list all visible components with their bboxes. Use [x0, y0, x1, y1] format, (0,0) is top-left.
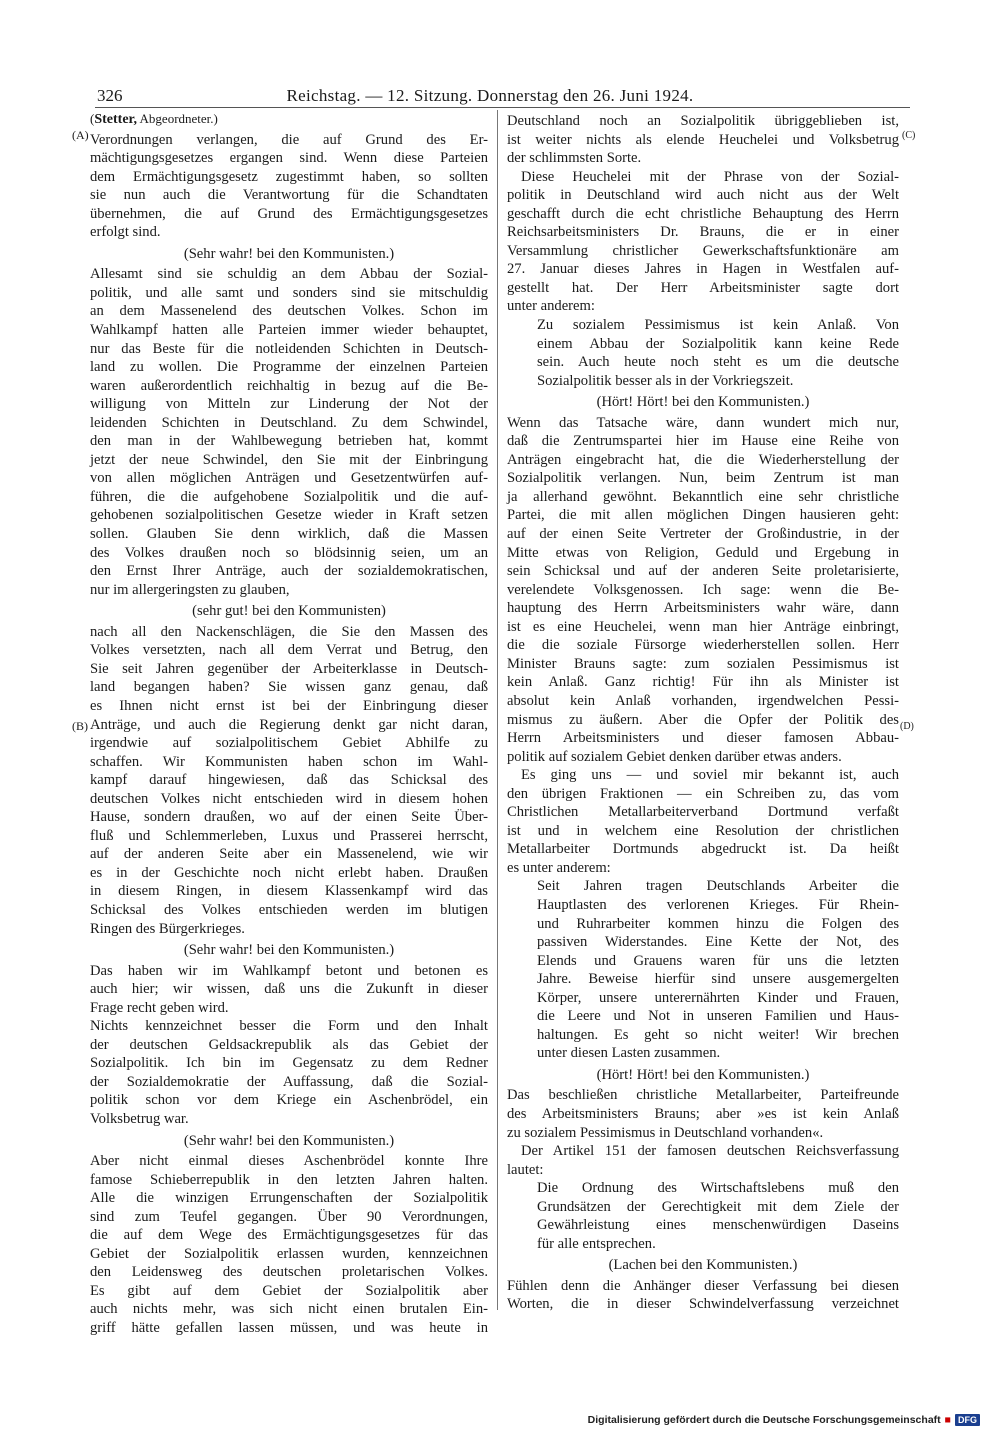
text-line: Das haben wir im Wahlkampf betont und betonen es: [90, 962, 488, 979]
text-line: es unter anderem:: [507, 859, 611, 876]
paragraph: [90, 265, 488, 599]
text-line: land begangen haben? Sie wissen ganz genau, daß: [90, 679, 488, 696]
left-column-text: [90, 131, 488, 1338]
paragraph: [90, 131, 488, 242]
paragraph: [90, 962, 488, 1018]
text-line: von allen möglichen Anträgen und Gesetzentwürfen auf-: [90, 470, 488, 487]
text-line: Anträgen eingebracht hat, die die Wiederherstellung der: [507, 451, 899, 468]
text-line: sind zum Teufel gegangen. Über 90 Verordnungen,: [90, 1208, 488, 1225]
text-line: Hauptlasten des verlorenen Krieges. Für Rhein-: [537, 896, 899, 913]
text-line: deutschen Volkes nicht entschieden wird in diesem hohen: [90, 790, 488, 807]
footer-credit: [588, 1414, 980, 1426]
text-line: Allesamt sind sie schuldig an dem Abbau der Sozial-: [90, 266, 488, 283]
text-line: Worten, die in dieser Schwindelverfassung verzeichnet: [507, 1296, 899, 1313]
text-line: des Volkes draußen noch so blödsinnig seien, um an: [90, 544, 488, 561]
text-line: in diesem Ringen, in diesem Klassenkampf wird das: [90, 883, 488, 900]
text-line: Gebiet der Sozialpolitik erlassen wurden, kennzeichnen: [90, 1245, 488, 1262]
text-line: Ringen des Bürgerkrieges.: [90, 920, 245, 937]
text-line: Verordnungen verlangen, die auf Grund des Er-: [90, 131, 488, 148]
paragraph: [90, 1017, 488, 1128]
text-line: sein. Auch heute noch steht es um die deutsche: [537, 354, 899, 371]
block-quote: [507, 316, 899, 390]
dfg-logo: DFG: [955, 1414, 980, 1426]
text-line: politik in Deutschland wird auch nicht aus der Welt: [507, 187, 899, 204]
text-line: unter diesen Lasten zusammen.: [537, 1045, 721, 1062]
interjection: (Sehr wahr! bei den Kommunisten.): [183, 245, 395, 262]
bullet-icon: ■: [944, 1414, 951, 1426]
text-line: für alle entsprechen.: [537, 1235, 656, 1252]
text-line: Minister Brauns sagte: zum sozialen Pessimismus ist: [507, 655, 899, 672]
text-line: famose Schieberrepublik in den letzten Jahren halten.: [90, 1171, 488, 1188]
text-line: Fühlen denn die Anhänger dieser Verfassung bei diesen: [507, 1277, 899, 1294]
text-line: Zu sozialem Pessimismus ist kein Anlaß. Von: [537, 317, 899, 334]
text-line: Volkes versetzten, nach all dem Verrat und Betrug, den: [90, 642, 488, 659]
text-line: politik schon vor dem Kriege ein Aschenbrödel, ein: [90, 1092, 488, 1109]
text-line: die die soziale Fürsorge wiederherstellen sollen. Herr: [507, 637, 899, 654]
text-line: hauptung des Herrn Arbeitsministers wahr wäre, dann: [507, 600, 899, 617]
header-rule: [95, 107, 910, 108]
text-line: kein Anlaß. Ganz richtig! Für ihn als Minister ist: [507, 674, 899, 691]
text-line: Es ging uns — und soviel mir bekannt ist, auch: [521, 767, 899, 784]
text-line: auf der anderen Seite aber ein Massenelend, wie wir: [90, 846, 488, 863]
left-column: [90, 110, 488, 1338]
text-line: auch hier; wir wissen, daß uns die Zukunft in dieser: [90, 981, 488, 998]
paragraph: [507, 414, 899, 766]
text-line: Wahlkampf hatten alle Parteien immer wieder behauptet,: [90, 322, 488, 339]
text-line: fluß und Schlemmerleben, Luxus und Prasserei herrscht,: [90, 827, 488, 844]
text-line: es in der Geschichte noch nicht erlebt haben. Draußen: [90, 864, 488, 881]
text-line: willigung von Mitteln zur Linderung der Not der: [90, 396, 488, 413]
text-line: an dem Massenelend des deutschen Volkes. Schon im: [90, 303, 488, 320]
text-line: den man in der Wahlbewegung betrieben hat, kommt: [90, 433, 488, 450]
text-line: Jahre. Beweise hierfür sind unsere ausgemergelten: [537, 971, 899, 988]
paragraph: [507, 1086, 899, 1142]
text-line: Der Artikel 151 der famosen deutschen Reichsverfassung: [521, 1143, 899, 1160]
paren: (: [90, 111, 95, 126]
speaker-line: [90, 110, 488, 130]
text-line: nur das Beste für die notleidenden Schichten in Deutsch-: [90, 340, 488, 357]
text-line: Versammlung christlicher Gewerkschaftsfunktionäre am: [507, 242, 899, 259]
text-line: Körper, unsere unterernährten Kinder und Frauen,: [537, 989, 899, 1006]
text-line: es Ihnen nicht ernst ist bei der Einbringung dieser: [90, 697, 488, 714]
interjection: (sehr gut! bei den Kommunisten): [192, 603, 386, 620]
text-line: nur im allergeringsten zu glauben,: [90, 581, 290, 598]
text-line: und Ruhrarbeiter kommen hinzu die Folgen des: [537, 915, 899, 932]
text-line: Wenn das Tatsache wäre, dann wundert mich nur,: [507, 414, 899, 431]
paragraph: [507, 1142, 899, 1179]
text-line: gehobenen sozialpolitischen Gesetze wieder in Kraft setzen: [90, 507, 488, 524]
interjection: (Sehr wahr! bei den Kommunisten.): [183, 942, 395, 959]
text-line: den Leidensweg des deutschen proletarischen Volkes.: [90, 1264, 488, 1281]
text-line: mismus zu äußern. Aber die Opfer der Politik des: [507, 711, 899, 728]
text-line: Anträge, und auch die Regierung denkt gar nicht daran,: [90, 716, 488, 733]
text-line: einem Abbau der Sozialpolitik kann keine Rede: [537, 335, 899, 352]
text-line: Das beschließen christliche Metallarbeiter, Parteifreunde: [507, 1087, 899, 1104]
text-line: übernehmen, die auf Grund des Ermächtigungsgesetzes: [90, 205, 488, 222]
paragraph: [90, 623, 488, 938]
margin-marker-a: (A): [72, 128, 89, 142]
text-line: Partei, die mit allen möglichen Dingen hausieren geht:: [507, 507, 899, 524]
text-line: Christlichen Metallarbeiterverband Dortmund verfaßt: [507, 804, 899, 821]
text-line: Nichts kennzeichnet besser die Form und den Inhalt: [90, 1018, 488, 1035]
text-line: politik, und alle samt und sonders sind sie mitschuldig: [90, 284, 488, 301]
text-line: passiven Widerstandes. Eine Kette der Not, des: [537, 934, 899, 951]
text-line: ist und in welchem eine Resolution der christlichen: [507, 822, 899, 839]
text-line: der Sozialdemokratie der Auffassung, daß die Sozial-: [90, 1073, 488, 1090]
text-line: absolut kein Anlaß vorhanden, irgendwelchen Pessi-: [507, 692, 899, 709]
text-line: land zu wollen. Die Programme der einzelnen Parteien: [90, 359, 488, 376]
text-line: Metallarbeiter Dortmunds abgedruckt ist. Da heißt: [507, 841, 899, 858]
text-line: geschafft durch die echt christliche Behauptung des Herrn: [507, 205, 899, 222]
interjection: (Lachen bei den Kommunisten.): [608, 1257, 798, 1274]
paragraph: [507, 168, 899, 316]
text-line: waren außerordentlich reichhaltig in bezug auf die Be-: [90, 377, 488, 394]
text-line: verelendete Volksgenossen. Ich sage: wenn die Be-: [507, 581, 899, 598]
text-line: Frage recht geben wird.: [90, 999, 229, 1016]
text-line: Diese Heuchelei mit der Phrase von der Sozial-: [521, 168, 899, 185]
text-line: lautet:: [507, 1161, 544, 1178]
text-line: griff hätte gefallen lassen müssen, und was heute in: [90, 1320, 488, 1336]
text-line: Sie seit Jahren gegenüber der Arbeiterklasse in Deutsch-: [90, 660, 488, 677]
interjection: (Sehr wahr! bei den Kommunisten.): [183, 1132, 395, 1149]
text-line: auf der einen Seite Vertreter der Großindustrie, in der: [507, 526, 899, 543]
text-line: auch nichts mehr, was sich nicht einen brutalen Ein-: [90, 1301, 488, 1318]
margin-marker-d: (D): [900, 721, 914, 732]
right-column-text: [507, 112, 899, 1314]
text-line: haltungen. Es geht so nicht weiter! Wir brechen: [537, 1026, 899, 1043]
text-line: sein Schicksal und auf der anderen Seite proletarisierte,: [507, 563, 899, 580]
text-line: politik auf sozialem Gebiet denken darüber etwas anders.: [507, 748, 842, 765]
footer-credit-text: Digitalisierung gefördert durch die Deutsche Forschungsgemeinschaft: [587, 1414, 941, 1426]
speaker-role: Abgeordneter.): [139, 111, 218, 126]
text-line: dem Ermächtigungsgesetz zugestimmt haben, so sollten: [90, 168, 488, 185]
text-line: Die Ordnung des Wirtschaftslebens muß den: [537, 1180, 899, 1197]
speaker-name: Stetter,: [94, 112, 137, 127]
text-line: Sozialpolitik. Ich bin im Gegensatz zu dem Redner: [90, 1055, 488, 1072]
text-line: Hause, sondern draußen, wo auf der einen Seite Über-: [90, 809, 488, 826]
text-line: den Ernst Ihrer Anträge, auch der sozialdemokratischen,: [90, 563, 488, 580]
block-quote: [507, 877, 899, 1062]
page-number: 326: [97, 86, 123, 105]
text-line: die auf dem Wege des Ermächtigungsgesetzes für das: [90, 1227, 488, 1244]
text-line: zu sozialem Pessimismus in Deutschland vorhanden«.: [507, 1124, 824, 1141]
text-line: Mitte etwas von Religion, Geduld und Ergebung in: [507, 544, 899, 561]
text-line: jetzt der neue Schwindel, den Sie mit der Einbringung: [90, 451, 488, 468]
text-line: sie nun auch die Verantwortung für die Schandtaten: [90, 187, 488, 204]
text-line: führen, die die aufgehobene Sozialpolitik und die auf-: [90, 488, 488, 505]
text-line: nach all den Nackenschlägen, die Sie den Massen des: [90, 623, 488, 640]
text-line: Seit Jahren tragen Deutschlands Arbeiter die: [537, 878, 899, 895]
text-line: Herrn Arbeitsministers und dieser famosen Abbau-: [507, 730, 899, 747]
text-line: ja allerhand gewöhnt. Bekanntlich eine sehr christliche: [507, 488, 899, 505]
text-line: Sozialpolitik besser als in der Vorkriegszeit.: [537, 372, 794, 389]
interjection: (Hört! Hört! bei den Kommunisten.): [596, 394, 810, 411]
right-column: [507, 110, 899, 1314]
text-line: Reichsarbeitsministers Dr. Brauns, die er in einer: [507, 224, 899, 241]
text-line: Schicksal des Volkes entschieden werden im blutigen: [90, 901, 488, 918]
text-line: daß die Zentrumspartei hier im Hause eine Reihe von: [507, 433, 899, 450]
column-divider: [497, 110, 498, 1310]
text-line: Alle die winzigen Errungenschaften der Sozialpolitik: [90, 1190, 488, 1207]
block-quote: [507, 1179, 899, 1253]
paragraph: [90, 1152, 488, 1337]
text-line: die Leere und Not in unseren Familien und Haus-: [537, 1008, 899, 1025]
text-line: 27. Januar dieses Jahres in Hagen in Westfalen auf-: [507, 261, 899, 278]
margin-marker-c: (C): [902, 130, 916, 141]
text-line: der deutschen Geldsackrepublik als das Gebiet der: [90, 1036, 488, 1053]
text-line: Gewährleistung eines menschenwürdigen Daseins: [537, 1217, 899, 1234]
text-line: erfolgt sind.: [90, 224, 161, 241]
text-line: Grundsätzen der Gerechtigkeit mit dem Ziele der: [537, 1198, 899, 1215]
text-line: ist es eine Heuchelei, wenn man hier Anträge einbringt,: [507, 618, 899, 635]
text-line: des Arbeitsministers Brauns; aber »es ist kein Anlaß: [507, 1105, 899, 1122]
text-line: Deutschland noch an Sozialpolitik übriggeblieben ist,: [507, 113, 899, 129]
interjection: (Hört! Hört! bei den Kommunisten.): [596, 1066, 810, 1083]
text-line: sollen. Glauben Sie denn wirklich, daß die Massen: [90, 526, 488, 543]
text-line: mächtigungsgesetzes ergangen sind. Wenn diese Parteien: [90, 150, 488, 167]
text-line: den übrigen Fraktionen — ein Schreiben zu, das vom: [507, 785, 899, 802]
running-head: Reichstag. — 12. Sitzung. Donnerstag den 26. Juni 1924.: [286, 86, 694, 105]
text-line: Aber nicht einmal dieses Aschenbrödel konnte Ihre: [90, 1153, 488, 1170]
text-line: der schlimmsten Sorte.: [507, 150, 642, 167]
margin-marker-b: (B): [72, 719, 88, 733]
text-line: schaffen. Wir Kommunisten haben schon im Wahl-: [90, 753, 488, 770]
text-line: Sozialpolitik verlangen. Nun, beim Zentrum ist man: [507, 470, 899, 487]
paragraph: [507, 766, 899, 877]
text-line: kampf darauf hingewiesen, daß das Schicksal des: [90, 772, 488, 789]
paragraph: [507, 112, 899, 168]
text-line: Volksbetrug war.: [90, 1110, 189, 1127]
text-line: Es gibt auf dem Gebiet der Sozialpolitik aber: [90, 1282, 488, 1299]
text-line: irgendwie auf sozialpolitischem Gebiet Abhilfe zu: [90, 735, 488, 752]
text-line: ist weiter nichts als elende Heuchelei und Volksbetrug: [507, 131, 899, 148]
text-line: leidenden Schichten in Deutschland. Zu dem Schwindel,: [90, 414, 488, 431]
text-line: gestellt hat. Der Herr Arbeitsminister sagte dort: [507, 279, 899, 296]
text-line: Elends und Grauens waren für uns die letzten: [537, 952, 899, 969]
paragraph: [507, 1277, 899, 1314]
text-line: unter anderem:: [507, 298, 595, 315]
